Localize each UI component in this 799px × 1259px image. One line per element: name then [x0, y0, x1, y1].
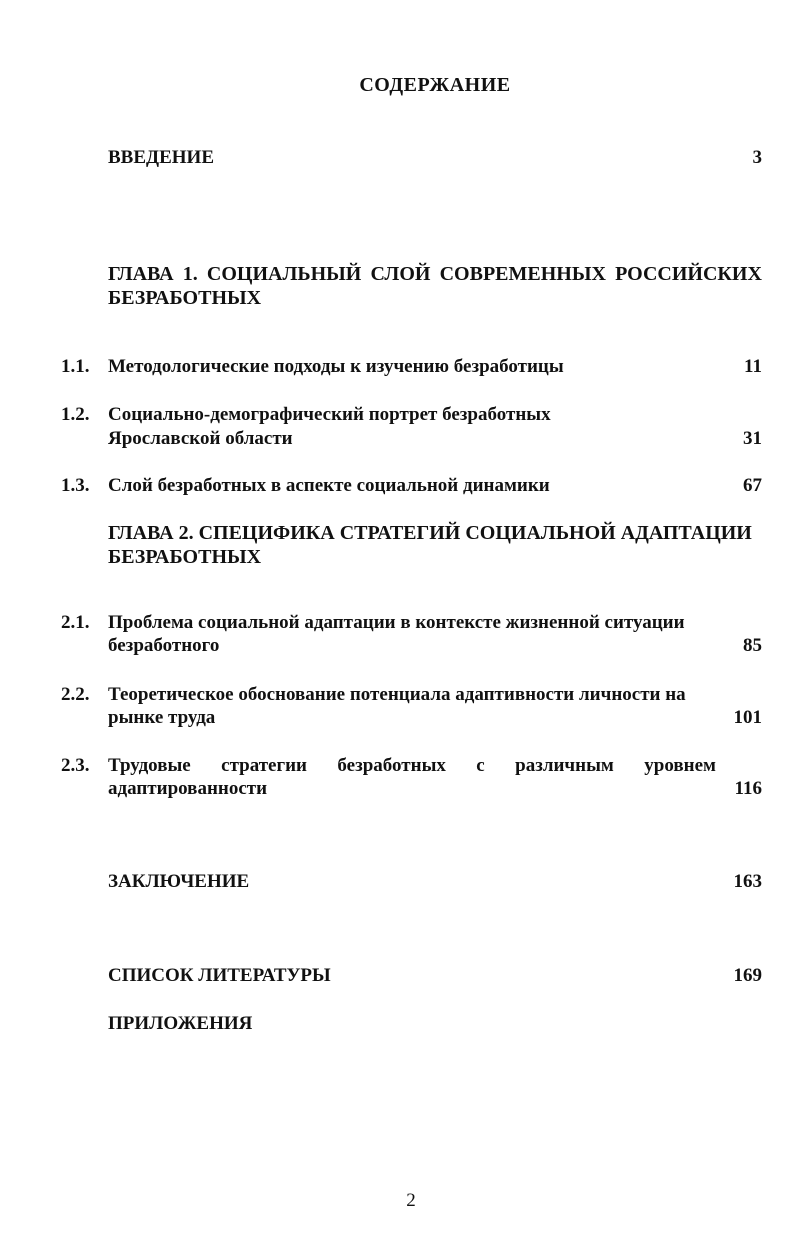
s23-word: различным	[515, 755, 614, 776]
section-number: 2.2.	[61, 684, 90, 705]
toc-conclusion-label: ЗАКЛЮЧЕНИЕ	[108, 871, 250, 892]
toc-appendix-label: ПРИЛОЖЕНИЯ	[108, 1013, 253, 1034]
footer-page-number: 2	[406, 1190, 416, 1211]
chapter1-word: СОЦИАЛЬНЫЙ	[206, 263, 362, 285]
section-number: 2.3.	[61, 755, 90, 776]
section-title-line1: Теоретическое обоснование потенциала адаптивности личности на	[108, 684, 686, 705]
toc-intro-page: 3	[752, 147, 762, 168]
toc-references-page: 169	[733, 965, 762, 986]
section-number: 1.3.	[61, 475, 90, 496]
section-page: 11	[744, 356, 762, 377]
section-page: 67	[743, 475, 762, 496]
chapter2-title-line1: ГЛАВА 2. СПЕЦИФИКА СТРАТЕГИЙ СОЦИАЛЬНОЙ АДАПТАЦИИ	[108, 522, 752, 544]
s23-word: уровнем	[644, 755, 716, 776]
chapter1-word: ГЛАВА	[108, 263, 174, 285]
chapter2-title-line2: БЕЗРАБОТНЫХ	[108, 546, 262, 568]
toc-intro-label: ВВЕДЕНИЕ	[108, 147, 214, 168]
s23-word: Трудовые	[108, 755, 191, 776]
chapter1-word: 1.	[182, 263, 198, 285]
chapter1-word: СОВРЕМЕННЫХ	[439, 263, 606, 285]
toc-conclusion-page: 163	[733, 871, 762, 892]
section-title-line1: Проблема социальной адаптации в контексте жизненной ситуации	[108, 612, 685, 633]
s23-word: с	[476, 755, 485, 776]
chapter1-word: СЛОЙ	[370, 263, 431, 285]
section-number: 2.1.	[61, 612, 90, 633]
section-page: 31	[743, 428, 762, 449]
section-number: 1.1.	[61, 356, 90, 377]
chapter1-title-line1	[108, 262, 762, 286]
section-number: 1.2.	[61, 404, 90, 425]
section-page: 85	[743, 635, 762, 656]
section-title: Методологические подходы к изучению безработицы	[108, 356, 564, 377]
s23-word: стратегии	[221, 755, 308, 776]
toc-references-label: СПИСОК ЛИТЕРАТУРЫ	[108, 965, 331, 986]
section-title-line2: рынке труда	[108, 707, 216, 728]
section-title-line2: Ярославской области	[108, 428, 293, 449]
s23-word: безработных	[337, 755, 446, 776]
section-title-line2: безработного	[108, 635, 220, 656]
section-title-line2: адаптированности	[108, 778, 268, 799]
section-title: Слой безработных в аспекте социальной динамики	[108, 475, 550, 496]
page-title: СОДЕРЖАНИЕ	[359, 74, 511, 96]
chapter1-word: РОССИЙСКИХ	[615, 263, 762, 285]
chapter1-title-line2: БЕЗРАБОТНЫХ	[108, 287, 262, 309]
section-page: 101	[733, 707, 762, 728]
section-title-line1	[108, 754, 716, 777]
section-page: 116	[734, 778, 762, 799]
section-title-line1: Социально-демографический портрет безработных	[108, 404, 551, 425]
